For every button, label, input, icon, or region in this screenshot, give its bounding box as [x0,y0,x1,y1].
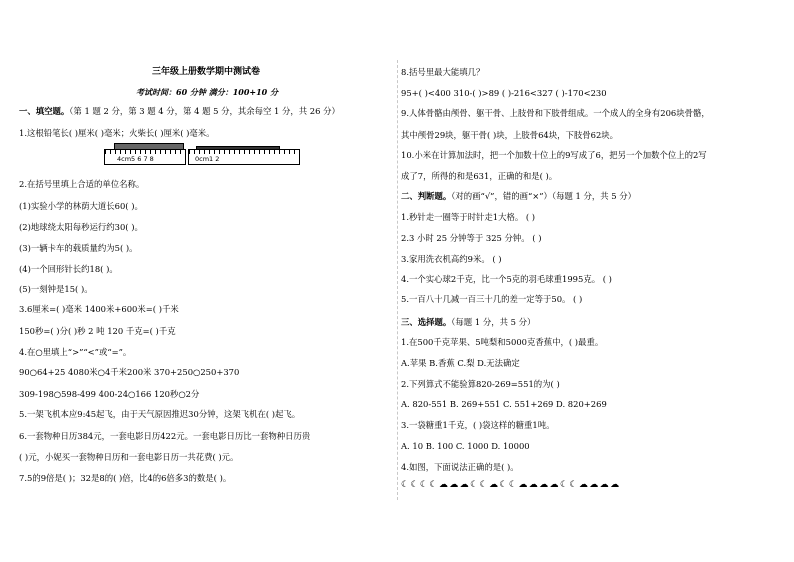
ruler-left [104,149,186,165]
section1-title: 一、填空题。 [19,106,70,116]
judge-item4: 4.一个实心球2千克，比一个5克的羽毛球重1995克。 ( ) [401,274,612,284]
q7-text: 7.5的9倍是( )；32是8的( )倍，比4的6倍多3的数是( )。 [19,473,232,483]
ruler-left-scale [105,150,185,154]
q9-line1: 9.人体骨骼由颅骨、躯干骨、上肢骨和下肢骨组成。一个成人的全身有206块骨骼， [401,108,710,118]
q9-line2: 其中颅骨29块，躯干骨( )块，上肢骨64块，下肢骨62块。 [401,130,619,140]
choice2-options: A. 820-551 B. 269+551 C. 551+269 D. 820+269 [401,399,607,409]
section1-heading [19,106,340,116]
q10-line2: 成了7，所得的和是631，正确的和是( )。 [401,171,558,181]
column-divider [397,60,398,500]
choice3-options: A. 10 B. 100 C. 1000 D. 10000 [401,441,530,451]
ruler-right [188,149,300,165]
q3-line1: 3.6厘米=( )毫米 1400米+600米=( )千米 [19,304,179,314]
judge-item3: 3.家用洗衣机高约9米。 ( ) [401,254,502,264]
q2-text: 2.在括号里填上合适的单位名称。 [19,179,145,189]
q4-text: 4.在○里填上“>”“<”或“=”。 [19,347,132,357]
q2-item2: (2)地球绕太阳每秒运行约30( )。 [19,222,143,232]
q2-item1: (1)实验小学的林荫大道长60( )。 [19,201,143,211]
exam-subtitle: 考试时间：60 分钟 满分：100+10 分 [136,87,279,97]
exam-title: 三年级上册数学期中测试卷 [152,67,261,77]
q2-item4: (4)一个回形针长约18( )。 [19,264,118,274]
q1-text: 1.这根铅笔长( )厘米( )毫米；火柴长( )厘米( )毫米。 [19,128,215,138]
moon-cloud-figure: ☾☾☾☾☁☁☁☾☾☁☾☾☁☁☁☁☾☾☁☁☁☁ [401,480,621,490]
judge-item2: 2.3 小时 25 分钟等于 325 分钟。 ( ) [401,233,542,243]
section2-title: 二、判断题。 [401,191,452,201]
ruler-left-label: 4cm5 6 7 8 [117,155,154,163]
choice2-question: 2.下列算式不能验算820-269=551的为( ) [401,379,560,389]
q4-line1: 90○64+25 4080米○4千米200米 370+250○250+370 [19,367,240,377]
section2-desc: （对的画“√”，错的画“×”）（每题 1 分，共 5 分） [451,191,637,201]
q10-line1: 10.小米在计算加法时，把一个加数十位上的9写成了6，把另一个加数个位上的2写 [401,150,707,160]
q5-text: 5.一架飞机本应9:45起飞，由于天气原因推迟30分钟，这架飞机在( )起飞。 [19,409,301,419]
section3-heading [401,317,535,327]
q6-line2: ( )元，小妮买一套物种日历和一套电影日历一共花费( )元。 [19,452,239,462]
section3-title: 三、选择题。 [401,317,452,327]
ruler-right-label: 0cm1 2 [195,155,220,163]
section2-heading [401,191,636,201]
section1-desc: （第 1 题 2 分，第 3 题 4 分，第 4 题 5 分，其余每空 1 分，共 26 分） [69,106,340,116]
q8-text: 8.括号里最大能填几？ [401,67,485,77]
ruler-right-scale [189,150,299,154]
q2-item5: (5)一刻钟是15( )。 [19,284,93,294]
q3-line2: 150秒=( )分( )秒 2 吨 120 千克=( )千克 [19,326,176,336]
choice1-options: A.苹果 B.香蕉 C.梨 D.无法确定 [401,358,520,368]
choice4-question: 4.如图，下面说法正确的是( )。 [401,462,519,472]
judge-item1: 1.秒针走一圈等于时针走1大格。 ( ) [401,212,536,222]
choice1-question: 1.在500千克苹果、5吨梨和5000克香蕉中，( )最重。 [401,337,604,347]
q4-line2: 309-198○598-499 400-24○166 120秒○2分 [19,389,200,399]
judge-item5: 5.一百八十几减一百三十几的差一定等于50。 ( ) [401,294,583,304]
choice3-question: 3.一袋糖重1千克，( )袋这样的糖重1吨。 [401,420,555,430]
q6-line1: 6.一套物种日历384元，一套电影日历422元。一套电影日历比一套物种日历贵 [19,431,311,441]
section3-desc: （每题 1 分，共 5 分） [451,317,536,327]
q8-line: 95+( )<400 310-( )>89 ( )-216<327 ( )-170<230 [401,88,607,98]
q2-item3: (3)一辆卡车的载质量约为5( )。 [19,243,138,253]
